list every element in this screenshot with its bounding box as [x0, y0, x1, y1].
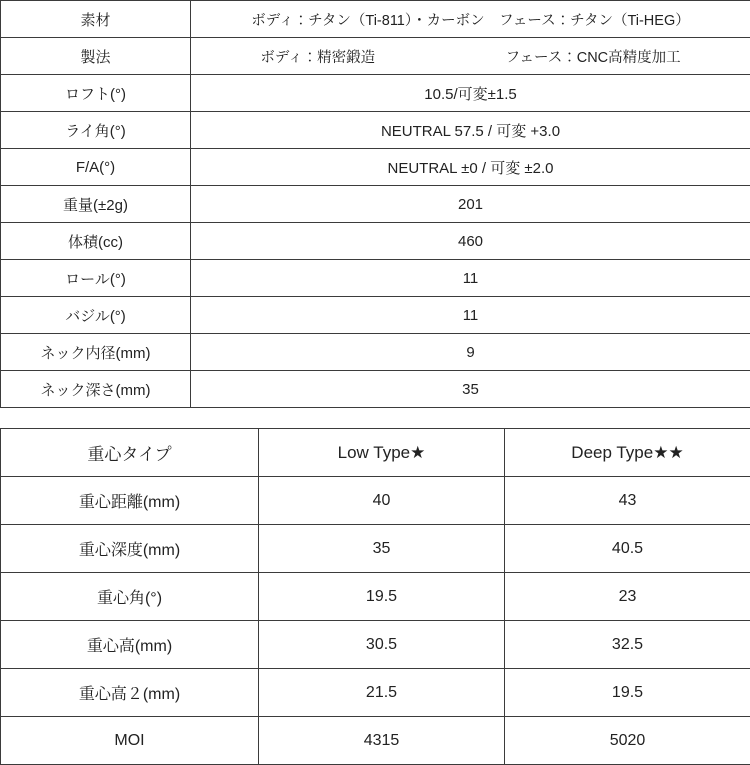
cog-deep-angle: 23 [505, 573, 750, 621]
cog-low-moi: 4315 [259, 717, 505, 765]
table-row [1, 186, 750, 223]
table-row [1, 621, 750, 669]
spec-label-loft: ロフト(°) [1, 75, 191, 112]
spec-value-manufacturing: ボディ：精密鍛造 フェース：CNC高精度加工 [191, 38, 750, 75]
table-row [1, 149, 750, 186]
table-header-row [1, 429, 750, 477]
table-row [1, 669, 750, 717]
table-row [1, 573, 750, 621]
center-of-gravity-table-body [1, 429, 750, 765]
spec-label-face-angle: F/A(°) [1, 149, 191, 186]
table-row [1, 223, 750, 260]
spec-value-neck-inner-diameter: 9 [191, 334, 750, 371]
spec-value-face-angle: NEUTRAL ±0 / 可変 ±2.0 [191, 149, 750, 186]
spec-value-bulge: 11 [191, 297, 750, 334]
table-row [1, 1, 750, 38]
table-row [1, 371, 750, 408]
cog-deep-height: 32.5 [505, 621, 750, 669]
table-row [1, 525, 750, 573]
cog-label-height2: 重心高２(mm) [1, 669, 259, 717]
spec-label-bulge: バジル(°) [1, 297, 191, 334]
spec-value-neck-depth: 35 [191, 371, 750, 408]
table-row [1, 75, 750, 112]
specification-table-body [1, 1, 750, 408]
table-row [1, 717, 750, 765]
cog-header-type: 重心タイプ [1, 429, 259, 477]
spec-label-material: 素材 [1, 1, 191, 38]
cog-label-distance: 重心距離(mm) [1, 477, 259, 525]
spec-label-neck-inner-diameter: ネック内径(mm) [1, 334, 191, 371]
spec-value-roll: 11 [191, 260, 750, 297]
cog-low-depth: 35 [259, 525, 505, 573]
cog-header-low-type: Low Type★ [259, 429, 505, 477]
table-divider-spacer [0, 408, 750, 428]
table-row [1, 334, 750, 371]
cog-header-deep-type: Deep Type★★ [505, 429, 750, 477]
table-row [1, 260, 750, 297]
spec-value-volume: 460 [191, 223, 750, 260]
cog-low-height2: 21.5 [259, 669, 505, 717]
center-of-gravity-table [0, 428, 750, 765]
table-row [1, 297, 750, 334]
spec-label-volume: 体積(cc) [1, 223, 191, 260]
spec-value-material: ボディ：チタン（Ti-811）・カーボン フェース：チタン（Ti-HEG） [191, 1, 750, 38]
cog-low-angle: 19.5 [259, 573, 505, 621]
cog-label-angle: 重心角(°) [1, 573, 259, 621]
table-row [1, 112, 750, 149]
spec-label-manufacturing: 製法 [1, 38, 191, 75]
cog-deep-moi: 5020 [505, 717, 750, 765]
spec-label-neck-depth: ネック深さ(mm) [1, 371, 191, 408]
spec-label-weight: 重量(±2g) [1, 186, 191, 223]
cog-deep-depth: 40.5 [505, 525, 750, 573]
cog-low-height: 30.5 [259, 621, 505, 669]
spec-value-loft: 10.5/可変±1.5 [191, 75, 750, 112]
table-row [1, 38, 750, 75]
cog-deep-distance: 43 [505, 477, 750, 525]
cog-low-distance: 40 [259, 477, 505, 525]
cog-label-height: 重心高(mm) [1, 621, 259, 669]
spec-label-roll: ロール(°) [1, 260, 191, 297]
spec-value-lie-angle: NEUTRAL 57.5 / 可変 +3.0 [191, 112, 750, 149]
cog-deep-height2: 19.5 [505, 669, 750, 717]
table-row [1, 477, 750, 525]
cog-label-depth: 重心深度(mm) [1, 525, 259, 573]
spec-label-lie-angle: ライ角(°) [1, 112, 191, 149]
cog-label-moi: MOI [1, 717, 259, 765]
spec-value-weight: 201 [191, 186, 750, 223]
